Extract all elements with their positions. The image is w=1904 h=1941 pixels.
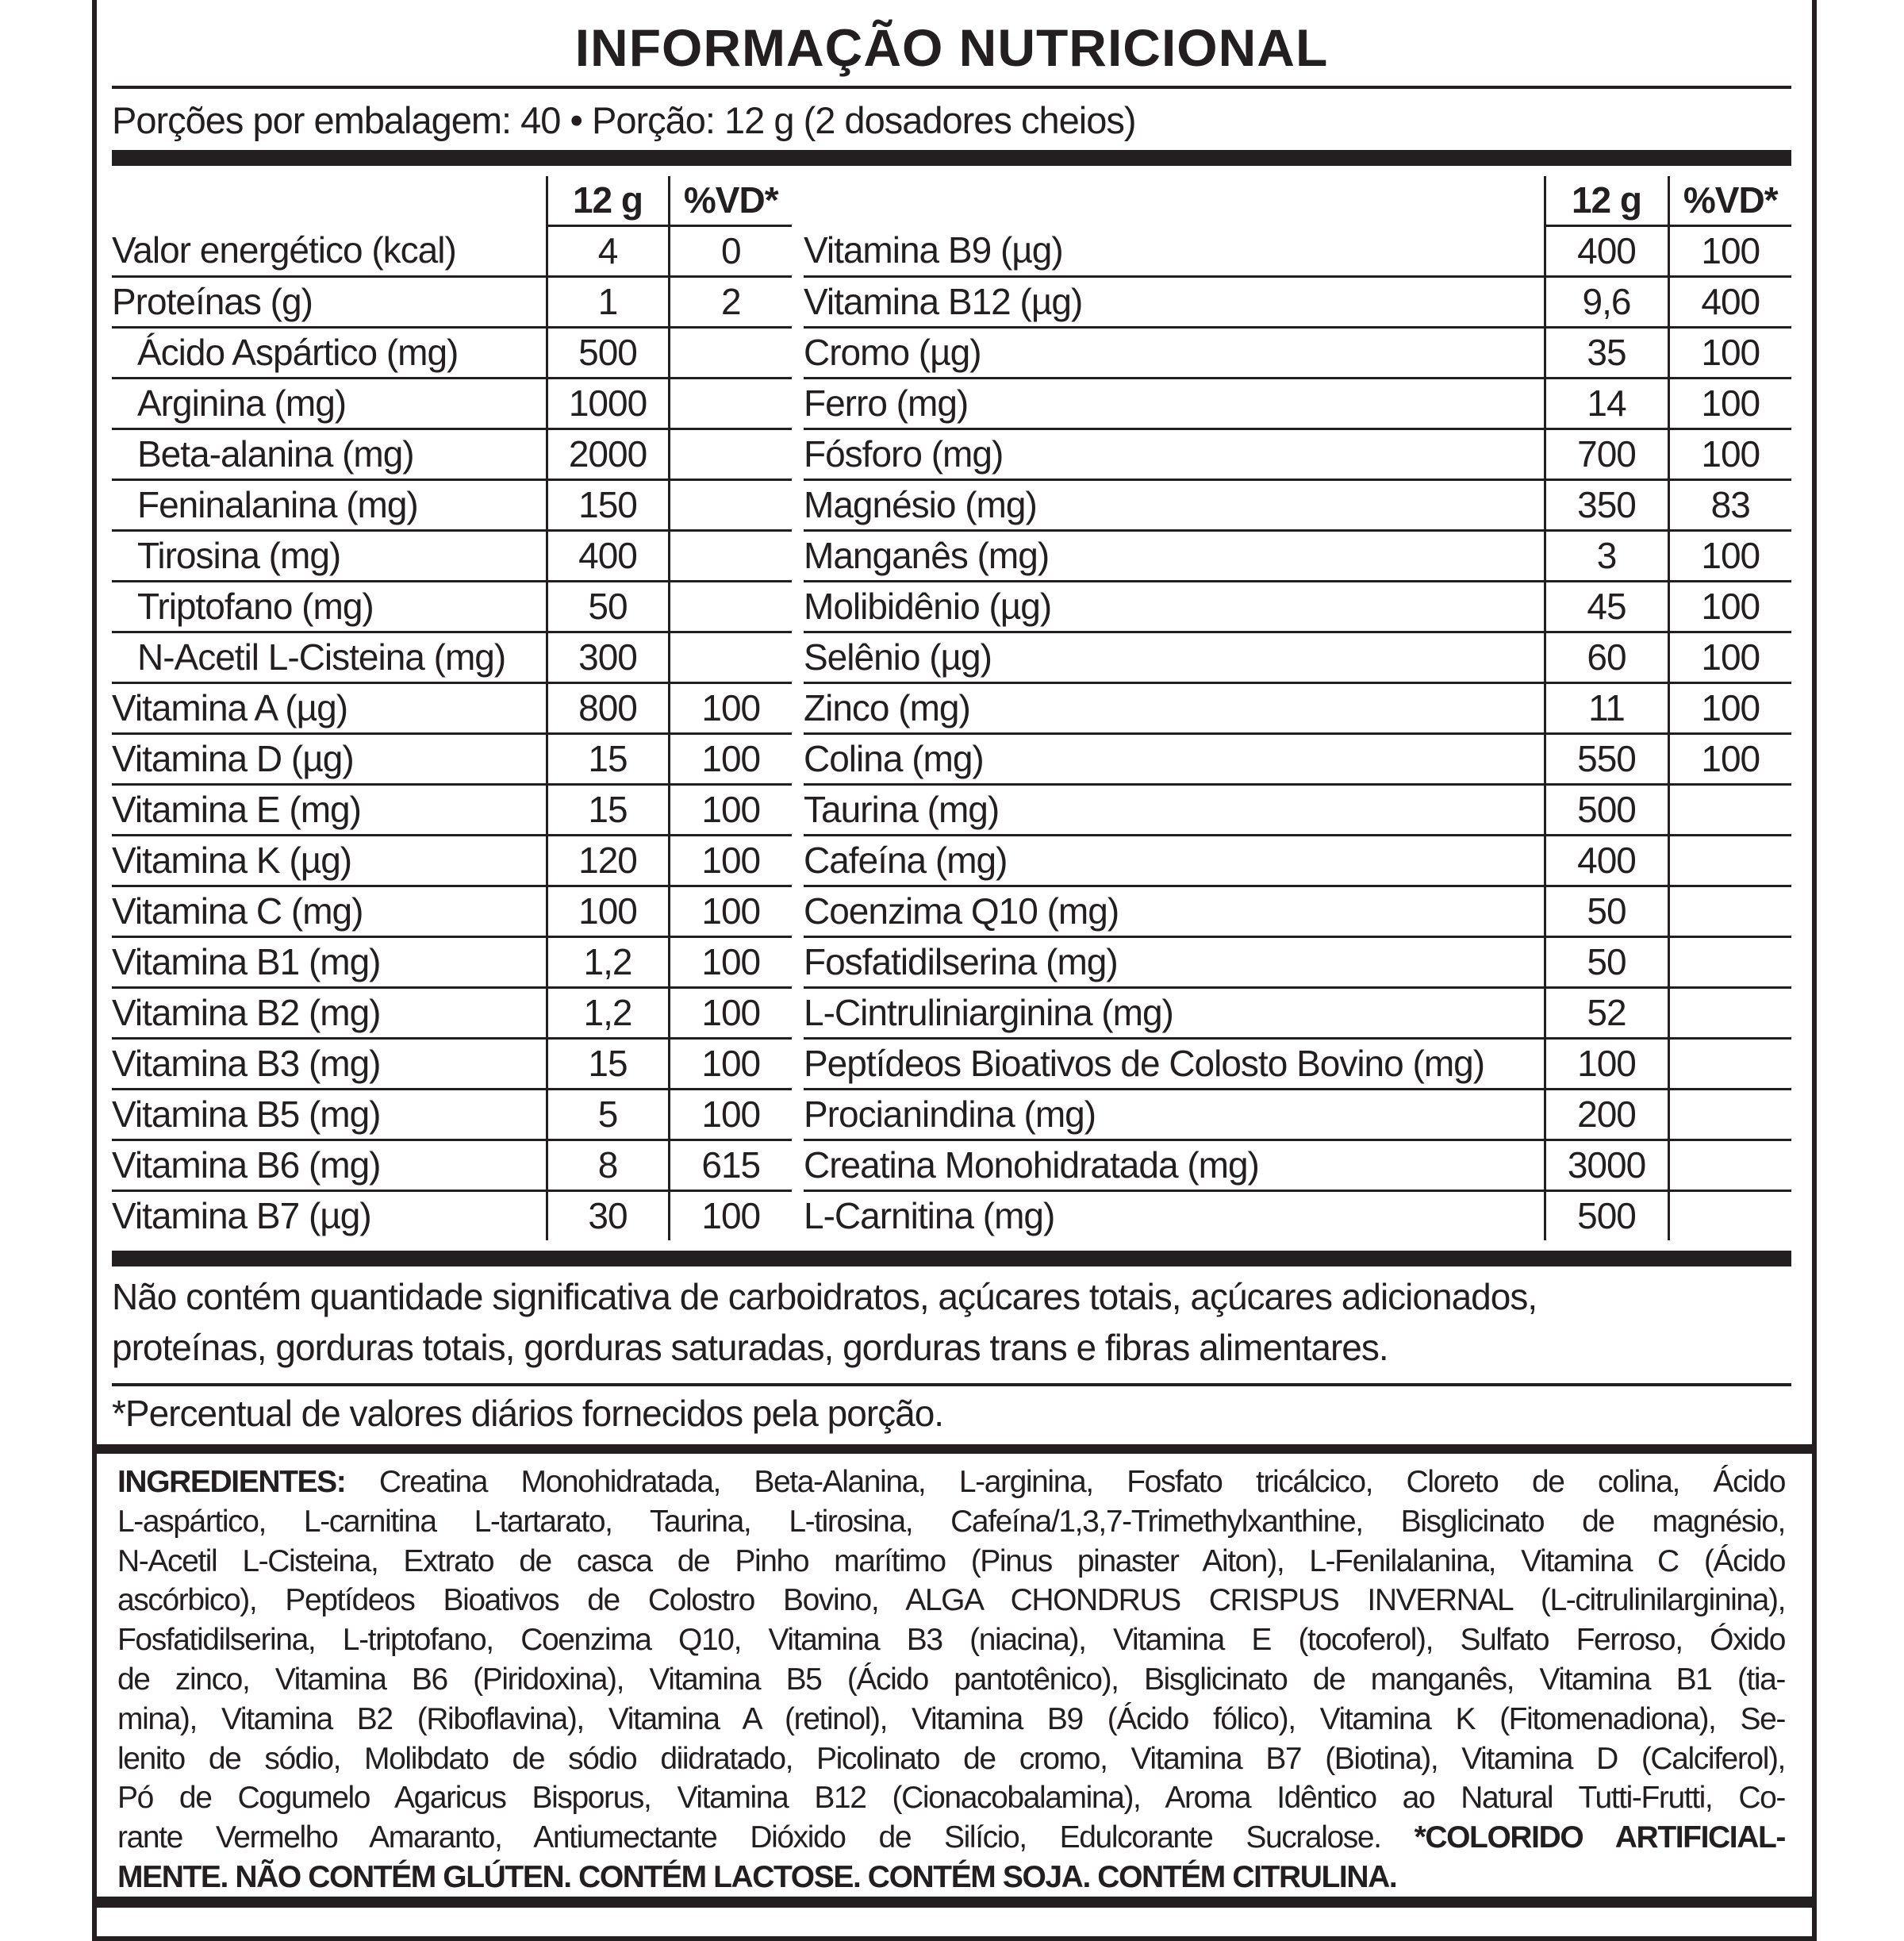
table-row xyxy=(804,379,1791,429)
ingredients-text: de zinco, Vitamina B6 (Piridoxina), Vitamina B5 (Ácido pantotênico), Bisglicinato de manganês, Vitamina B1 (tia- xyxy=(117,1662,1785,1697)
nutrient-amount: 52 xyxy=(1545,988,1668,1039)
table-row xyxy=(804,632,1791,683)
ingredients-line xyxy=(117,1818,1785,1858)
nutrient-vd xyxy=(1668,785,1791,836)
nutrient-amount: 45 xyxy=(1545,582,1668,632)
table-row xyxy=(112,226,792,277)
thick-divider xyxy=(112,1251,1791,1266)
nutrient-vd: 100 xyxy=(669,683,792,734)
nutrient-vd: 100 xyxy=(1668,582,1791,632)
table-row xyxy=(804,1090,1791,1140)
ingredients-line xyxy=(117,1778,1785,1818)
nutrient-vd: 83 xyxy=(1668,480,1791,531)
table-row xyxy=(804,683,1791,734)
ingredients-text: Creatina Monohidratada, Beta-Alanina, L-arginina, Fosfato tricálcico, Cloreto de colina, Ácido xyxy=(378,1465,1785,1499)
table-row xyxy=(112,1140,792,1191)
allergen-warning: MENTE. NÃO CONTÉM GLÚTEN. CONTÉM LACTOSE. CONTÉM SOJA. CONTÉM CITRULINA. xyxy=(117,1859,1397,1894)
nutrient-amount: 5 xyxy=(547,1090,669,1140)
nutrient-name: Selênio (µg) xyxy=(804,632,1545,683)
nutrient-amount: 200 xyxy=(1545,1090,1668,1140)
nutrient-amount: 4 xyxy=(547,226,669,277)
nutrient-amount: 15 xyxy=(547,1039,669,1090)
thick-divider xyxy=(112,150,1791,166)
nutrient-amount: 1 xyxy=(547,277,669,328)
nutrient-vd xyxy=(669,429,792,480)
table-row xyxy=(112,1191,792,1241)
nutrient-amount: 350 xyxy=(1545,480,1668,531)
table-row xyxy=(804,1191,1791,1241)
ingredients-text: Fosfatidilserina, L-triptofano, Coenzima Q10, Vitamina B3 (niacina), Vitamina E (tocoferol), Sulfato Ferroso, Óxido xyxy=(117,1623,1785,1658)
nutrient-name: Vitamina B9 (µg) xyxy=(804,226,1545,277)
nutrient-amount: 400 xyxy=(547,531,669,582)
nutrient-vd xyxy=(669,582,792,632)
nutrient-vd: 100 xyxy=(669,1090,792,1140)
footnote: *Percentual de valores diários fornecidos pela porção. xyxy=(112,1393,944,1434)
nutrient-amount: 400 xyxy=(1545,226,1668,277)
nutrient-vd: 100 xyxy=(1668,531,1791,582)
nutrient-vd xyxy=(669,328,792,379)
nutrient-amount: 9,6 xyxy=(1545,277,1668,328)
header-blank xyxy=(112,176,547,226)
nutrient-amount: 500 xyxy=(547,328,669,379)
nutrient-name: Manganês (mg) xyxy=(804,531,1545,582)
table-row xyxy=(804,1140,1791,1191)
ingredients-line xyxy=(117,1858,1785,1897)
nutrient-name: Magnésio (mg) xyxy=(804,480,1545,531)
nutrient-amount: 400 xyxy=(1545,836,1668,886)
nutrient-name: Feninalanina (mg) xyxy=(112,480,547,531)
nutrient-amount: 100 xyxy=(1545,1039,1668,1090)
nutrient-vd: 100 xyxy=(669,1039,792,1090)
nutrient-vd: 100 xyxy=(669,734,792,785)
ingredients-line xyxy=(117,1700,1785,1739)
nutrient-vd: 400 xyxy=(1668,277,1791,328)
ingredients-text: rante Vermelho Amaranto, Antiumectante Dióxido de Silício, Edulcorante Sucralose. xyxy=(117,1820,1381,1855)
nutrient-name: Vitamina B7 (µg) xyxy=(112,1195,371,1236)
nutrient-vd xyxy=(669,531,792,582)
nutrient-amount: 150 xyxy=(547,480,669,531)
table-row xyxy=(804,582,1791,632)
nutrient-name: Arginina (mg) xyxy=(112,379,547,429)
nutrient-amount: 30 xyxy=(547,1191,669,1241)
table-row xyxy=(804,1039,1791,1090)
nutrient-amount: 15 xyxy=(547,785,669,836)
nutrient-name: Vitamina B6 (mg) xyxy=(112,1140,547,1191)
nutrient-vd: 2 xyxy=(669,277,792,328)
nutrient-vd: 100 xyxy=(1668,328,1791,379)
table-row xyxy=(112,328,792,379)
table-row xyxy=(804,836,1791,886)
table-row xyxy=(112,988,792,1039)
nutrient-name: Vitamina D (µg) xyxy=(112,734,547,785)
allergen-warning: *COLORIDO ARTIFICIAL- xyxy=(1414,1820,1785,1855)
disclaimer-line: Não contém quantidade significativa de carboidratos, açúcares totais, açúcares adicionados, xyxy=(112,1276,1537,1317)
nutrient-vd: 100 xyxy=(1668,226,1791,277)
nutrient-amount: 8 xyxy=(547,1140,669,1191)
table-row xyxy=(112,277,792,328)
ingredients-line xyxy=(117,1660,1785,1700)
nutrient-vd xyxy=(669,632,792,683)
nutrient-vd: 100 xyxy=(1668,683,1791,734)
nutrient-name: Vitamina B12 (µg) xyxy=(804,277,1545,328)
nutrient-amount: 120 xyxy=(547,836,669,886)
ingredients-block xyxy=(117,1462,1785,1897)
table-row xyxy=(112,886,792,937)
ingredients-line xyxy=(117,1620,1785,1660)
panel-title: INFORMAÇÃO NUTRICIONAL xyxy=(574,18,1329,77)
table-row xyxy=(112,480,792,531)
nutrition-table-left xyxy=(112,176,792,1240)
nutrient-name: Ferro (mg) xyxy=(804,379,1545,429)
table-row xyxy=(804,734,1791,785)
nutrient-amount: 700 xyxy=(1545,429,1668,480)
nutrient-vd: 100 xyxy=(1668,734,1791,785)
table-row xyxy=(804,531,1791,582)
nutrient-name: Cafeína (mg) xyxy=(804,836,1545,886)
header-amount: 12 g xyxy=(547,176,669,226)
nutrient-name: Ácido Aspártico (mg) xyxy=(112,328,547,379)
section-separator xyxy=(92,1444,1817,1454)
ingredients-text: L-aspártico, L-carnitina L-tartarato, Taurina, L-tirosina, Cafeína/1,3,7-Trimethylxanthine, Bisglicinato de magnésio, xyxy=(117,1504,1785,1539)
nutrient-amount: 800 xyxy=(547,683,669,734)
nutrient-name: Fosfatidilserina (mg) xyxy=(804,937,1545,988)
table-header xyxy=(804,176,1791,226)
nutrient-vd: 100 xyxy=(669,988,792,1039)
table-row xyxy=(112,1090,792,1140)
nutrient-vd xyxy=(1668,937,1791,988)
nutrient-vd xyxy=(669,379,792,429)
table-row xyxy=(112,379,792,429)
nutrient-name: Proteínas (g) xyxy=(112,277,547,328)
nutrient-amount: 3 xyxy=(1545,531,1668,582)
ingredients-text: mina), Vitamina B2 (Riboflavina), Vitamina A (retinol), Vitamina B9 (Ácido fólico), Vitamina K (Fitomenadiona), Se- xyxy=(117,1701,1785,1736)
nutrient-name: Zinco (mg) xyxy=(804,683,1545,734)
nutrient-vd xyxy=(1668,1191,1791,1241)
ingredients-text: Pó de Cogumelo Agaricus Bisporus, Vitamina B12 (Cionacobalamina), Aroma Idêntico ao Natural Tutti-Frutti, Co- xyxy=(117,1781,1785,1816)
nutrient-vd: 615 xyxy=(669,1140,792,1191)
nutrient-amount: 500 xyxy=(1545,1191,1668,1241)
nutrient-name: Vitamina A (µg) xyxy=(112,683,547,734)
nutrient-amount: 550 xyxy=(1545,734,1668,785)
table-row xyxy=(112,836,792,886)
nutrient-vd: 100 xyxy=(669,886,792,937)
nutrient-name: Vitamina B2 (mg) xyxy=(112,988,547,1039)
ingredients-line xyxy=(117,1502,1785,1542)
nutrient-amount: 15 xyxy=(547,734,669,785)
table-row xyxy=(804,785,1791,836)
nutrient-name: L-Cintruliniarginina (mg) xyxy=(804,988,1545,1039)
nutrient-amount: 1,2 xyxy=(547,937,669,988)
nutrient-name: Fósforo (mg) xyxy=(804,429,1545,480)
ingredients-text: N-Acetil L-Cisteina, Extrato de casca de Pinho marítimo (Pinus pinaster Aiton), L-Fenilalanina, Vitamina C (Ácido xyxy=(117,1543,1785,1578)
ingredients-line xyxy=(117,1581,1785,1620)
nutrient-name: Vitamina B5 (mg) xyxy=(112,1090,547,1140)
nutrient-amount: 2000 xyxy=(547,429,669,480)
nutrient-amount: 14 xyxy=(1545,379,1668,429)
nutrient-name: Valor energético (kcal) xyxy=(112,226,547,277)
nutrient-vd xyxy=(1668,836,1791,886)
nutrient-vd: 100 xyxy=(1668,632,1791,683)
table-row xyxy=(804,226,1791,277)
table-row xyxy=(804,328,1791,379)
table-row xyxy=(112,429,792,480)
table-header xyxy=(112,176,792,226)
table-row xyxy=(112,582,792,632)
nutrient-amount: 1000 xyxy=(547,379,669,429)
header-blank xyxy=(804,176,1545,226)
nutrient-vd xyxy=(1668,988,1791,1039)
nutrient-name: Peptídeos Bioativos de Colosto Bovino (mg) xyxy=(804,1039,1545,1090)
nutrient-name: Procianindina (mg) xyxy=(804,1090,1545,1140)
ingredients-label: INGREDIENTES: xyxy=(117,1465,346,1499)
nutrient-amount: 500 xyxy=(1545,785,1668,836)
serving-info: Porções por embalagem: 40 • Porção: 12 g (2 dosadores cheios) xyxy=(112,99,1136,141)
nutrient-name: L-Carnitina (mg) xyxy=(804,1195,1055,1236)
ingredients-line xyxy=(117,1462,1785,1502)
nutrient-vd: 100 xyxy=(669,836,792,886)
divider xyxy=(112,86,1791,89)
nutrient-amount: 3000 xyxy=(1545,1140,1668,1191)
nutrient-vd xyxy=(669,480,792,531)
table-row xyxy=(804,429,1791,480)
table-row xyxy=(804,988,1791,1039)
nutrient-vd: 0 xyxy=(669,226,792,277)
nutrient-name: Tirosina (mg) xyxy=(112,531,547,582)
nutrient-vd xyxy=(1668,886,1791,937)
nutrient-vd: 100 xyxy=(669,937,792,988)
nutrient-name: Triptofano (mg) xyxy=(112,582,547,632)
header-vd: %VD* xyxy=(1668,176,1791,226)
nutrient-vd: 100 xyxy=(1668,379,1791,429)
nutrient-amount: 35 xyxy=(1545,328,1668,379)
table-row xyxy=(804,480,1791,531)
ingredients-text: lenito de sódio, Molibdato de sódio diidratado, Picolinato de cromo, Vitamina B7 (Biotina), Vitamina D (Calciferol), xyxy=(117,1741,1785,1776)
nutrient-amount: 50 xyxy=(547,582,669,632)
header-amount: 12 g xyxy=(1545,176,1668,226)
nutrient-name: Vitamina C (mg) xyxy=(112,886,547,937)
nutrient-name: Vitamina E (mg) xyxy=(112,785,547,836)
table-row xyxy=(112,785,792,836)
nutrient-amount: 100 xyxy=(547,886,669,937)
nutrient-amount: 1,2 xyxy=(547,988,669,1039)
table-row xyxy=(112,632,792,683)
divider xyxy=(112,1383,1791,1386)
table-row xyxy=(112,937,792,988)
disclaimer-line: proteínas, gorduras totais, gorduras saturadas, gorduras trans e fibras alimentares. xyxy=(112,1327,1388,1368)
bottom-border xyxy=(92,1897,1817,1908)
nutrient-name: Coenzima Q10 (mg) xyxy=(804,886,1545,937)
nutrient-name: Vitamina K (µg) xyxy=(112,836,547,886)
nutrient-vd: 100 xyxy=(669,1191,792,1241)
nutrient-amount: 300 xyxy=(547,632,669,683)
nutrient-amount: 11 xyxy=(1545,683,1668,734)
nutrient-name: Cromo (µg) xyxy=(804,328,1545,379)
ingredients-line xyxy=(117,1739,1785,1779)
nutrient-vd: 100 xyxy=(1668,429,1791,480)
nutrient-name: Creatina Monohidratada (mg) xyxy=(804,1140,1545,1191)
table-row xyxy=(112,1039,792,1090)
nutrient-vd xyxy=(1668,1090,1791,1140)
nutrition-table-right xyxy=(804,176,1791,1240)
table-row xyxy=(804,937,1791,988)
table-row xyxy=(112,531,792,582)
nutrient-amount: 60 xyxy=(1545,632,1668,683)
table-row xyxy=(804,277,1791,328)
nutrient-name: Molibidênio (µg) xyxy=(804,582,1545,632)
nutrient-vd: 100 xyxy=(669,785,792,836)
table-row xyxy=(112,683,792,734)
nutrient-name: Vitamina B3 (mg) xyxy=(112,1039,547,1090)
nutrient-name: Colina (mg) xyxy=(804,734,1545,785)
nutrient-amount: 50 xyxy=(1545,886,1668,937)
table-row xyxy=(804,886,1791,937)
ingredients-line xyxy=(117,1542,1785,1582)
table-row xyxy=(112,734,792,785)
header-vd: %VD* xyxy=(669,176,792,226)
nutrient-name: Taurina (mg) xyxy=(804,785,1545,836)
nutrient-vd xyxy=(1668,1140,1791,1191)
nutrient-amount: 50 xyxy=(1545,937,1668,988)
nutrient-name: Beta-alanina (mg) xyxy=(112,429,547,480)
nutrient-name: N-Acetil L-Cisteina (mg) xyxy=(112,632,547,683)
nutrient-vd xyxy=(1668,1039,1791,1090)
ingredients-text: ascórbico), Peptídeos Bioativos de Colostro Bovino, ALGA CHONDRUS CRISPUS INVERNAL (L-citrulinilarginina), xyxy=(117,1583,1785,1618)
nutrient-name: Vitamina B1 (mg) xyxy=(112,937,547,988)
